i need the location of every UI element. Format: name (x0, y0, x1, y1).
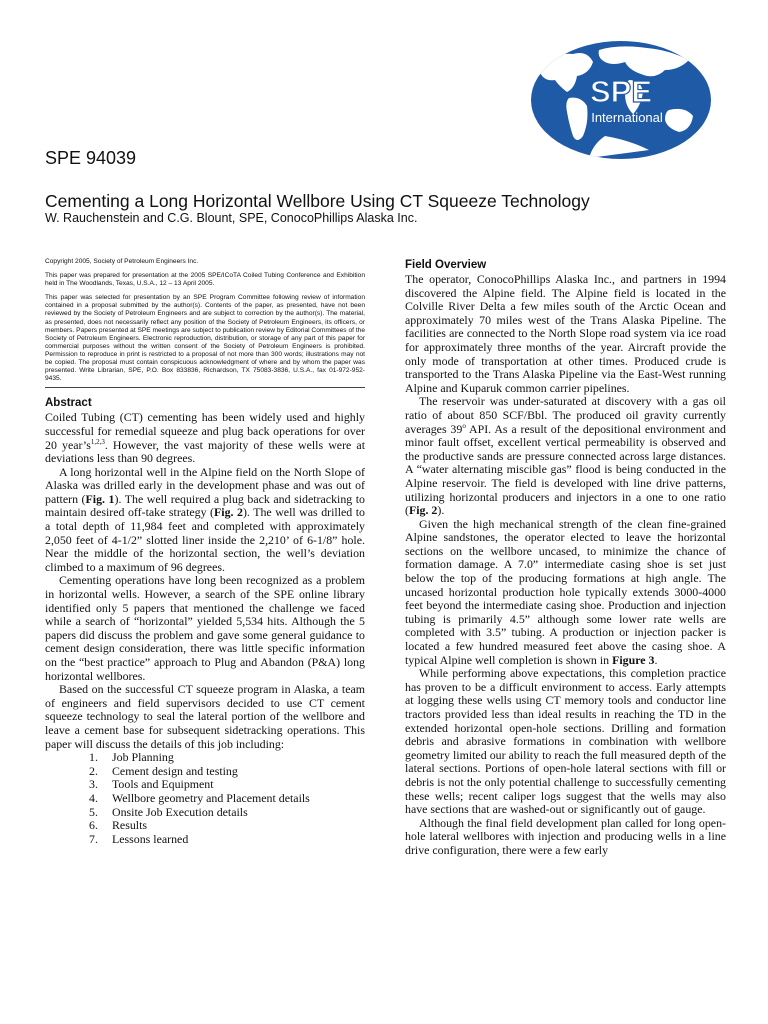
abstract-paragraph: Coiled Tubing (CT) cementing has been widely used and highly successful for remedial squeeze and plug back operations for over 20 $year’s^{1,2,3}$. However, the vast majority of these wells were at deviations less than 90 degrees. (45, 410, 365, 466)
review-disclaimer: This paper was selected for presentation by an SPE Program Committee following review of information contained in a proposal submitted by the author(s). Contents of the paper, as presented, have not been reviewed by the Society of Petroleum Engineers and are subject to correction by the author(s). The material, as presented, does not necessarily reflect any position of the Society of Petroleum Engineers, its officers, or members. Papers presented at SPE meetings are subject to publication review by Editorial Committees of the Society of Petroleum Engineers. Electronic reproduction, distribution, or storage of any part of this paper for commercial purposes without the written consent of the Society of Petroleum Engineers is prohibited. Permission to reproduce in print is restricted to a proposal of not more than 300 words; illustrations may not be copied. The proposal must contain conspicuous acknowledgment of where and by whom the paper was presented. Write Librarian, SPE, P.O. Box 833836, Richardson, TX 75083-3836, U.S.A., fax 01-972-952-9435. (45, 294, 365, 383)
reference-superscript: 1,2,3 (90, 437, 105, 446)
figure-reference: Fig. 2 (408, 503, 438, 518)
abstract-paragraph: A long horizontal well in the Alpine field on the North Slope of Alaska was drilled early in the development phase and was out of pattern (Fig. 1). The well required a plug back and sidetracking to maintain desired off-take strategy (Fig. 2). The well was drilled to a total depth of 11,984 feet and completed with approximately 2,050 feet of 4-1/2” slotted liner inside the 2,210’ of 6-1/8” hole. Near the middle of the horizontal section, the well’s deviation climbed to a maximum of 96 degrees. (45, 464, 365, 574)
right-column (405, 258, 726, 858)
paper-authors: W. Rauchenstein and C.G. Blount, SPE, ConocoPhillips Alaska Inc. (45, 211, 418, 225)
paper-title: Cementing a Long Horizontal Wellbore Using CT Squeeze Technology (45, 191, 590, 211)
abstract-paragraph: Cementing operations have long been recognized as a problem in horizontal wells. However, a search of the SPE online library identified only 5 papers that mentioned the challenge we faced while a search of “horizontal” yielded 5,534 hits. Although the 5 papers did discuss the problem and gave some general guidance to cement design consideration, there was little specific information on the “best practice” approach to Plug and Abandon (P&A) long horizontal wellbores. (45, 573, 365, 683)
field-overview-paragraph: Given the high mechanical strength of the clean fine-grained Alpine sandstones, the operator elected to leave the horizontal sections on the wellbore uncased, to minimize the chance of formation damage. A 7.0” intermediate casing shoe is set just below the top of the producing formations at high angle. The uncased horizontal production hole typically extends 3000-4000 feet beyond the intermediate casing shoe. Production and injection tubing is primarily 4.5” although some lower rate wells are completed with 3.5” tubing. A production or injection packer is located a few hundred measured feet above the casing shoe. A typical Alpine well completion is shown in Figure 3. (405, 516, 726, 667)
topics-list (45, 751, 365, 846)
paper-number: SPE 94039 (45, 148, 137, 168)
figure-reference: Fig. 2 (214, 505, 243, 520)
list-item: 3. Tools and Equipment (89, 777, 214, 792)
copyright-line: Copyright 2005, Society of Petroleum Engineers Inc. (45, 258, 199, 265)
left-column (45, 258, 365, 846)
spe-international-logo (529, 40, 713, 161)
degree-superscript: o (462, 421, 466, 430)
field-overview-paragraph: While performing above expectations, this completion practice has proven to be a difficult environment to access. Early attempts at logging these wells using CT memory tools and conductor line tractors provided less than ideal results in reaching the TD in the extended horizontal open-hole sections. Drilling and formation debris and abrasive formations in combination with wellbore geometry limited our ability to reach the full measured depth of the lateral sections. Portions of open-hole lateral sections with fill or debris is not the only potential challenge to successfully cementing these wells; recent caliper logs suggest that the wells may also have sections that are washed-out or significantly out of gauge. (405, 666, 726, 817)
figure-reference: Figure 3 (612, 652, 655, 667)
figure-reference: Fig. 1 (85, 491, 115, 506)
list-item: 5. Onsite Job Execution details (89, 804, 248, 819)
field-overview-paragraph: The operator, ConocoPhillips Alaska Inc., and partners in 1994 discovered the Alpine field. The Alpine field is located in the Colville River Delta a few miles south of the Arctic Ocean and approximately 70 miles west of the Trans Alaska Pipeline. The facilities are connected to the North Slope road system via ice road for approximately three months of the year. Aircraft provide the only mode of transportation at other times. Produced crude is transported to the Trans Alaska Pipeline via the East-West running Alpine and Kuparuk common carrier pipelines. (405, 272, 726, 395)
field-overview-paragraph: Although the final field development plan called for long open-hole lateral wellbores with injection and producing wells in a line drive configuration, there were a few early (405, 815, 726, 857)
abstract-paragraph: Based on the successful CT squeeze program in Alaska, a team of engineers and field supervisors decided to use CT cement squeeze technology to seal the lateral portion of the wellbore and leave a cement base for subsequent sidetracking operations. This paper will discuss the details of this job including: (45, 682, 365, 751)
copyright-notice (45, 258, 365, 388)
abstract-heading: Abstract (45, 397, 92, 410)
field-overview-paragraph: The reservoir was under-saturated at discovery with a gas oil ratio of about 850 SCF/Bbl. The produced oil gravity currently averages 39$^o$ API. As a result of the depositional environment and minor fault offset, excellent vertical permeability is observed and the productive sands are pressure connected across large distances. A “water alternating miscible gas” flood is being conducted in the Alpine reservoir. The field is developed with line drive patterns, utilizing horizontal producers and injectors in a one to one ratio (Fig. 2). (405, 394, 726, 518)
list-item: 1. Job Planning (89, 750, 174, 765)
list-item: 7. Lessons learned (89, 831, 189, 846)
logo-spe-text: SPE (589, 74, 653, 109)
logo-international-text: International (591, 110, 663, 125)
field-overview-heading: Field Overview (405, 259, 487, 271)
list-item: 6. Results (89, 818, 148, 833)
list-item: 4. Wellbore geometry and Placement details (89, 790, 310, 805)
list-item: 2. Cement design and testing (89, 763, 238, 778)
conference-note: This paper was prepared for presentation at the 2005 SPE/ICoTA Coiled Tubing Conference and Exhibition held in The Woodlands, Texas, U.S.A., 12 – 13 April 2005. (45, 272, 365, 288)
